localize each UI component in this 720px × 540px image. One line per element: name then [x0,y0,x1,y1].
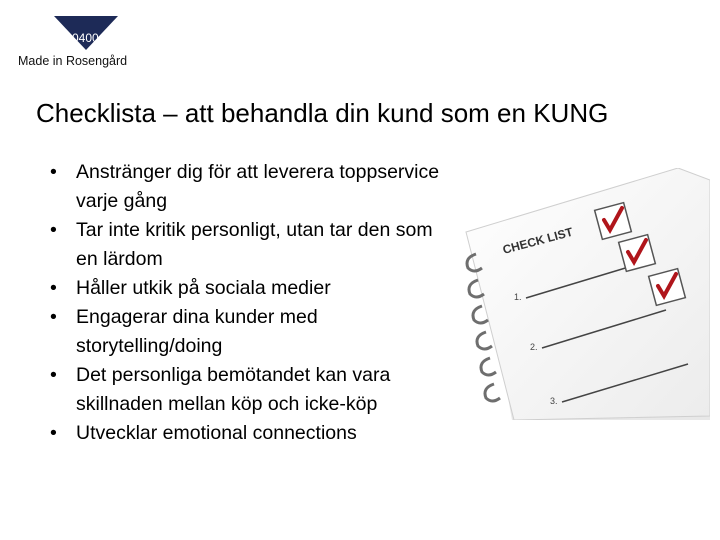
checklist-heading: CHECK LIST [501,224,575,257]
list-item: • Håller utkik på sociala medier [50,274,450,303]
logo-text: Made in Rosengård [18,54,128,68]
logo-number: 0400 [72,31,99,45]
bullet-list [50,158,450,448]
list-item: • Engagerar dina kunder med storytelling/doing [50,303,450,361]
checklist-number: 1. [514,292,522,302]
bullet-icon: • [50,219,57,241]
list-item: • Anstränger dig för att leverera toppservice varje gång [50,158,450,216]
checklist-number: 2. [530,342,538,352]
slide-title: Checklista – att behandla din kund som en KUNG [36,98,609,128]
checklist-illustration [452,168,710,420]
bullet-icon: • [50,306,57,328]
checkbox-icon [619,235,656,272]
checkbox-icon [649,269,686,306]
logo [16,16,146,72]
checkbox-icon [595,203,632,240]
bullet-icon: • [50,422,57,444]
bullet-icon: • [50,364,57,386]
bullet-icon: • [50,161,57,183]
list-item: • Det personliga bemötandet kan vara skillnaden mellan köp och icke-köp [50,361,450,419]
list-item: • Utvecklar emotional connections [50,419,450,448]
bullet-icon: • [50,277,57,299]
checklist-number: 3. [550,396,558,406]
list-item: • Tar inte kritik personligt, utan tar den som en lärdom [50,216,450,274]
